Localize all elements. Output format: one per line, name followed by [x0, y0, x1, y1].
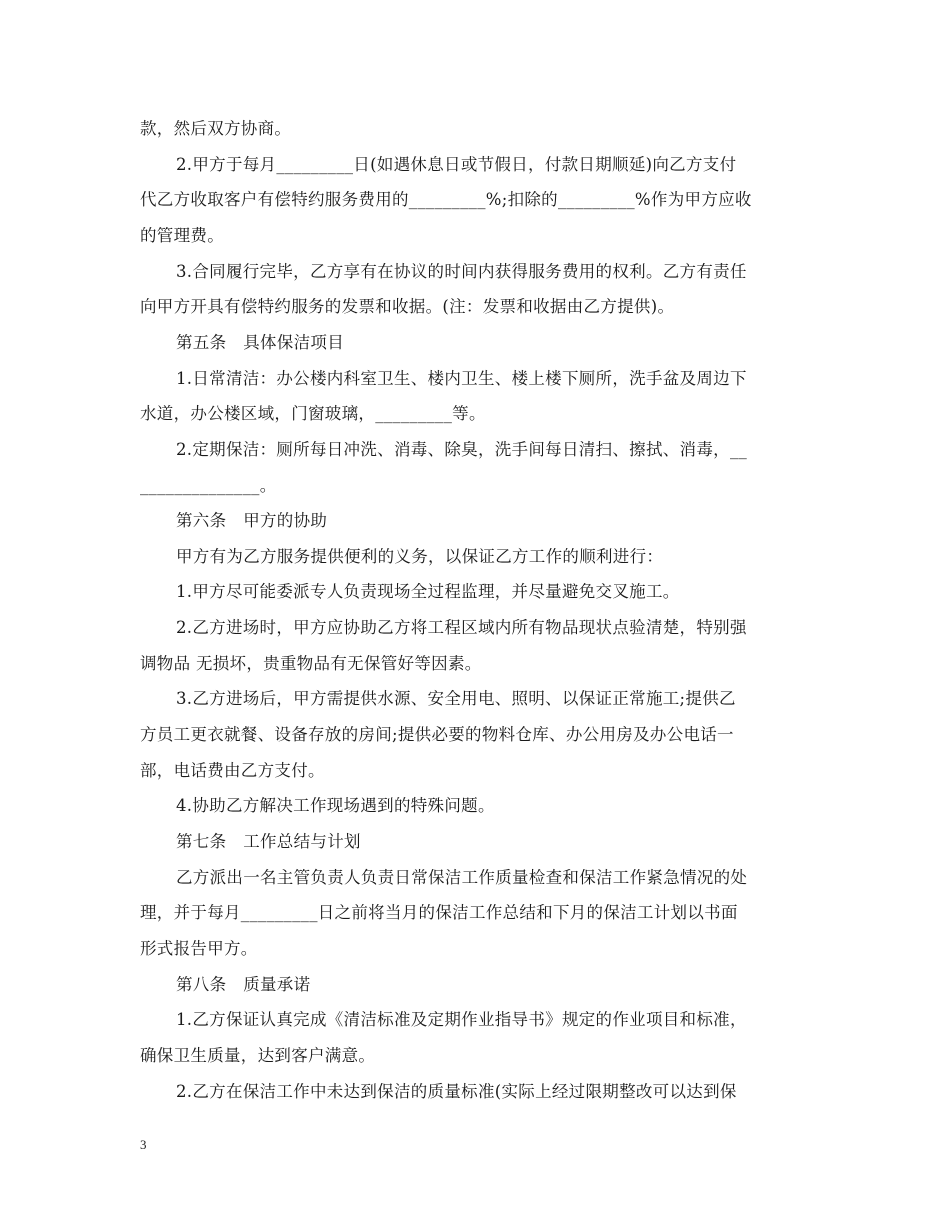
paragraph-line: 4.协助乙方解决工作现场遇到的特殊问题。 [176, 796, 495, 815]
paragraph-line: 确保卫生质量，达到客户满意。 [140, 1046, 376, 1065]
paragraph-line: 部，电话费由乙方支付。 [140, 761, 325, 780]
paragraph-line: 形式报告甲方。 [140, 939, 258, 958]
paragraph-line: 方员工更衣就餐、设备存放的房间;提供必要的物料仓库、办公用房及办公电话一 [140, 725, 734, 744]
paragraph-line: 甲方有为乙方服务提供便利的义务，以保证乙方工作的顺利进行： [176, 547, 664, 566]
paragraph-line: 2.乙方在保洁工作中未达到保洁的质量标准(实际上经过限期整改可以达到保 [176, 1082, 737, 1101]
paragraph-line: 1.日常清洁：办公楼内科室卫生、楼内卫生、楼上楼下厕所，洗手盆及周边下 [176, 369, 747, 388]
paragraph-line: 的管理费。 [140, 226, 224, 245]
paragraph-line: 款，然后双方协商。 [140, 119, 292, 138]
paragraph-line: 3.合同履行完毕，乙方享有在协议的时间内获得服务费用的权利。乙方有责任 [176, 262, 747, 281]
paragraph-line: 1.乙方保证认真完成《清洁标准及定期作业指导书》规定的作业项目和标准， [176, 1010, 747, 1029]
section-heading: 第七条 工作总结与计划 [176, 832, 361, 851]
section-heading: 第六条 甲方的协助 [176, 511, 328, 530]
paragraph-line: 1.甲方尽可能委派专人负责现场全过程监理，并尽量避免交叉施工。 [176, 582, 680, 601]
page-number: 3 [140, 1137, 147, 1152]
paragraph-line: 乙方派出一名主管负责人负责日常保洁工作质量检查和保洁工作紧急情况的处 [176, 868, 748, 887]
paragraph-line: 2.甲方于每月_________日(如遇休息日或节假日，付款日期顺延)向乙方支付 [176, 155, 737, 174]
paragraph-line: ______________。 [140, 476, 277, 495]
paragraph-line: 2.乙方进场时，甲方应协助乙方将工程区域内所有物品现状点验清楚，特别强 [176, 618, 747, 637]
paragraph-line: 3.乙方进场后，甲方需提供水源、安全用电、照明、以保证正常施工;提供乙 [176, 689, 736, 708]
paragraph-line: 调物品 无损坏，贵重物品有无保管好等因素。 [140, 654, 482, 673]
paragraph-line: 代乙方收取客户有偿特约服务费用的_________%;扣除的_________%作为甲方应收 [140, 190, 752, 209]
paragraph-line: 2.定期保洁：厕所每日冲洗、消毒、除臭，洗手间每日清扫、擦拭、消毒，__ [176, 440, 748, 459]
section-heading: 第八条 质量承诺 [176, 975, 311, 994]
paragraph-line: 向甲方开具有偿特约服务的发票和收据。(注：发票和收据由乙方提供)。 [140, 297, 675, 316]
section-heading: 第五条 具体保洁项目 [176, 333, 344, 352]
paragraph-line: 理，并于每月_________日之前将当月的保洁工作总结和下月的保洁工计划以书面 [140, 903, 738, 922]
paragraph-line: 水道，办公楼区域，门窗玻璃，_________等。 [140, 404, 486, 423]
